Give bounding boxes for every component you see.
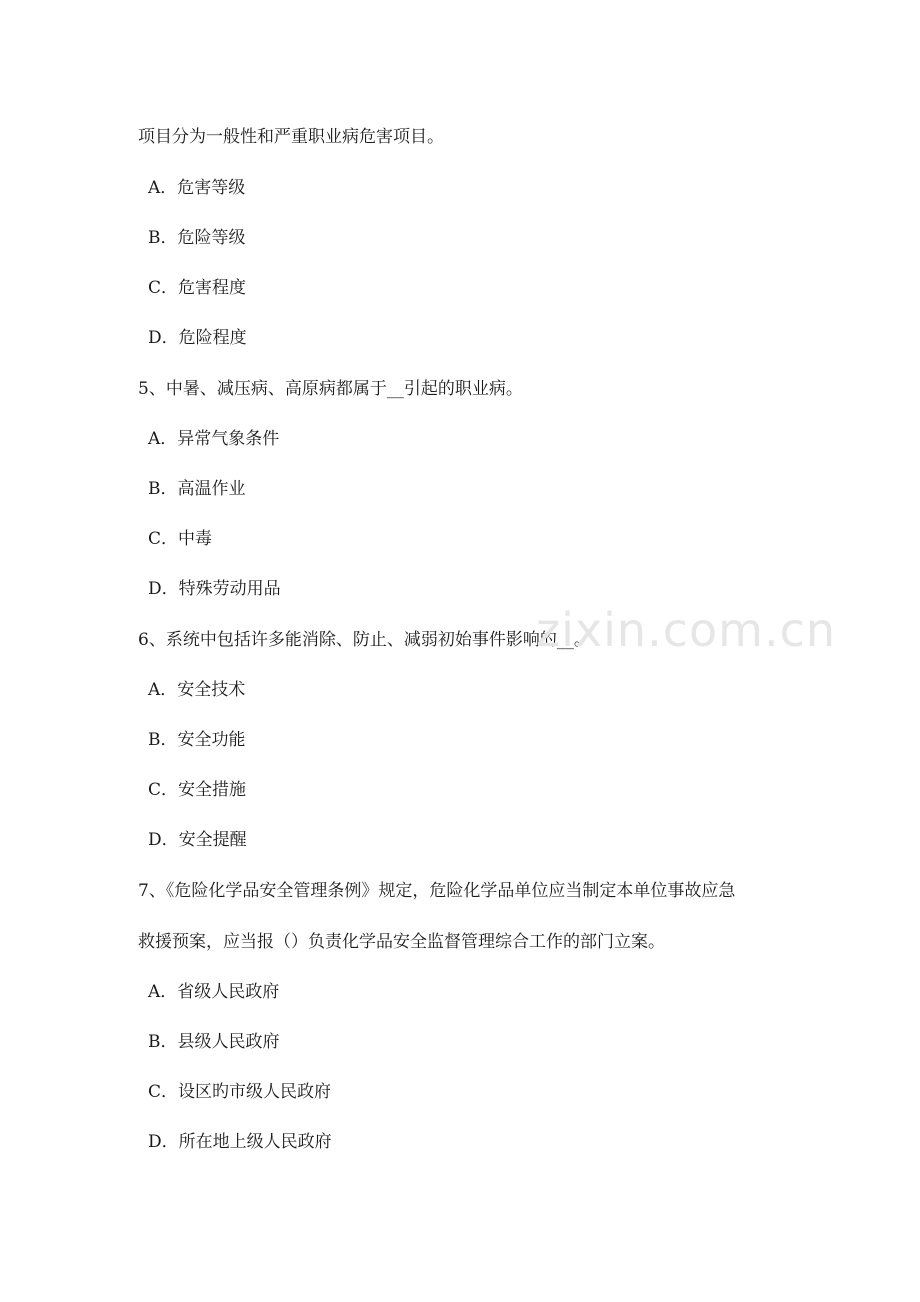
option-5a: A．异常气象条件: [148, 429, 280, 449]
option-4b: B．危险等级: [148, 228, 246, 248]
question-7-line-2: 救援预案，应当报（）负责化学品安全监督管理综合工作的部门立案。: [138, 932, 665, 952]
question-4-continuation: 项目分为一般性和严重职业病危害项目。: [138, 127, 444, 147]
option-5b: B．高温作业: [148, 479, 246, 499]
option-7d: D．所在地上级人民政府: [148, 1132, 332, 1152]
question-6: 6、系统中包括许多能消除、防止、减弱初始事件影响的__。: [138, 630, 591, 650]
question-7-line-1: 7、《危险化学品安全管理条例》规定，危险化学品单位应当制定本单位事故应急: [138, 881, 736, 901]
option-6d: D．安全提醒: [148, 830, 247, 850]
option-5d: D．特殊劳动用品: [148, 579, 281, 599]
option-4d: D．危险程度: [148, 328, 247, 348]
option-6a: A．安全技术: [148, 680, 246, 700]
question-5: 5、中暑、减压病、高原病都属于__引起的职业病。: [138, 379, 523, 399]
option-7b: B．县级人民政府: [148, 1032, 280, 1052]
option-7c: C．设区旳市级人民政府: [148, 1082, 332, 1102]
watermark: zixin.com.cn: [536, 603, 837, 657]
option-7a: A．省级人民政府: [148, 982, 280, 1002]
option-4a: A．危害等级: [148, 178, 246, 198]
option-6c: C．安全措施: [148, 780, 247, 800]
option-5c: C．中毒: [148, 529, 213, 549]
option-6b: B．安全功能: [148, 730, 246, 750]
option-4c: C．危害程度: [148, 278, 247, 298]
